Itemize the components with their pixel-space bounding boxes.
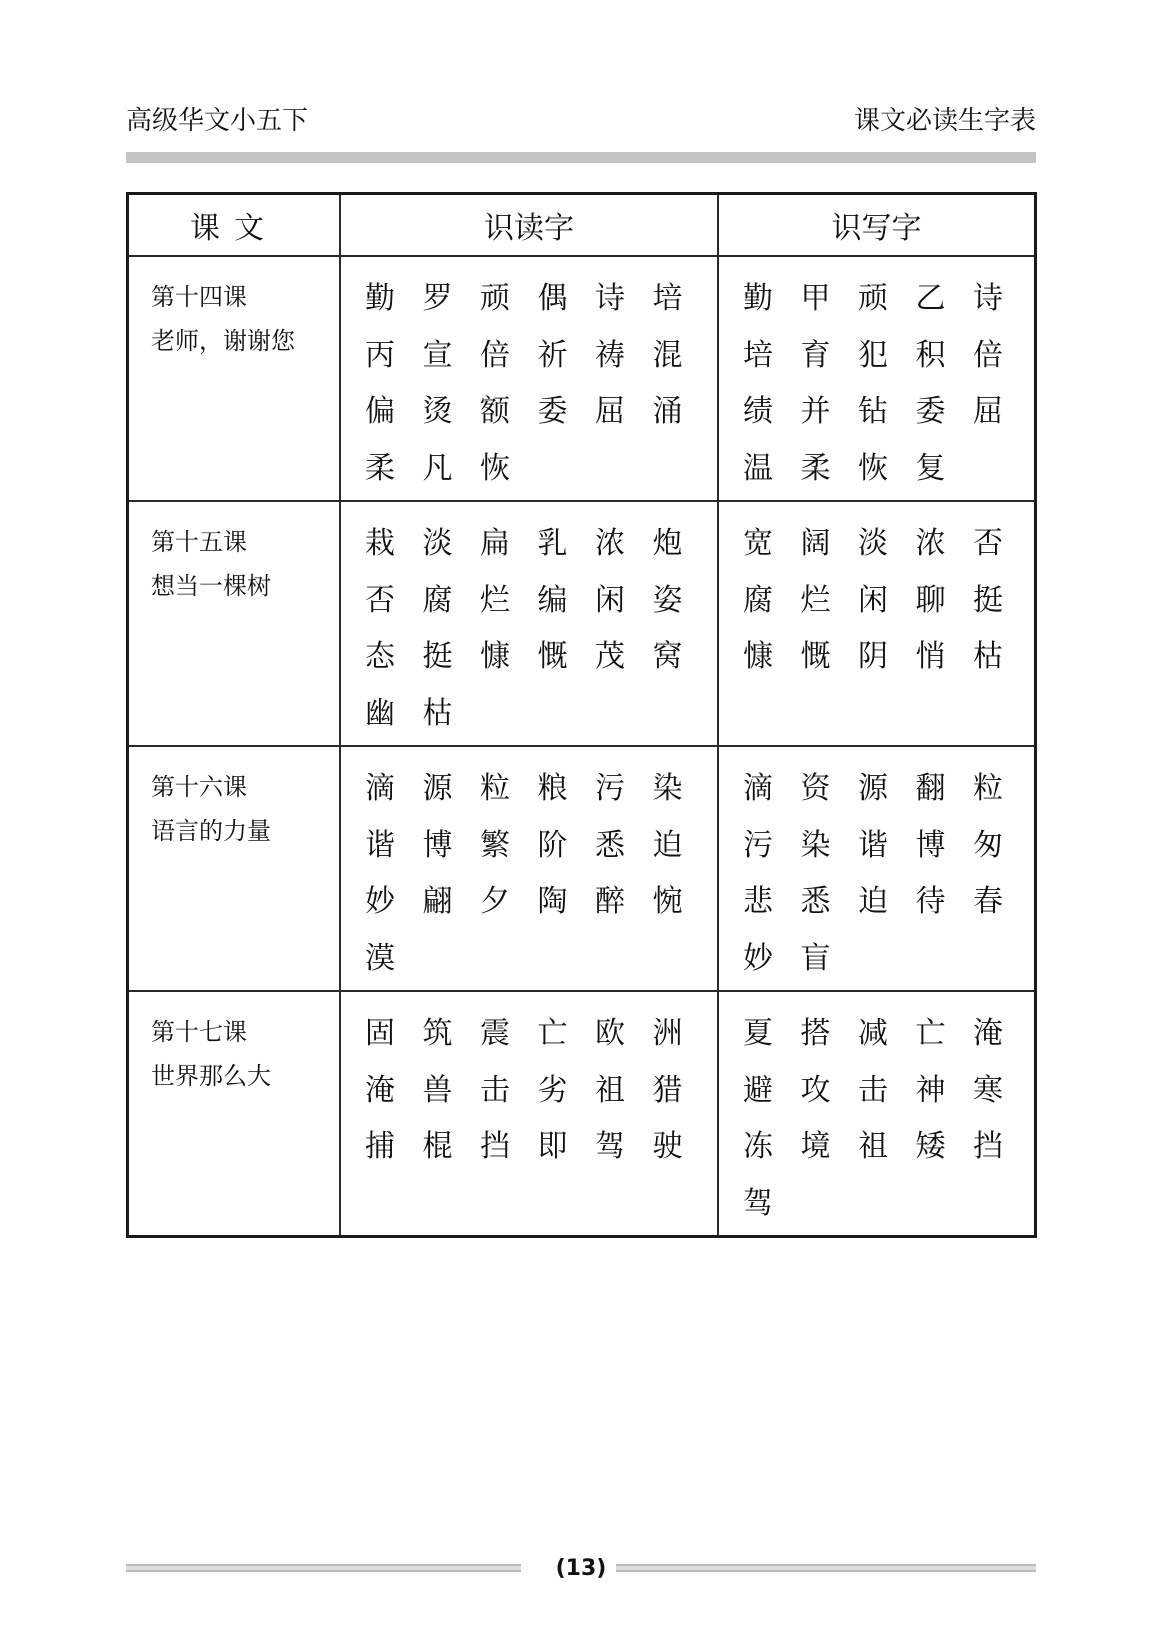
- write-char: 柔: [800, 450, 831, 486]
- write-char: 减: [858, 1016, 888, 1051]
- write-char: 妙: [743, 940, 773, 976]
- write-chars-cell: [718, 256, 1036, 501]
- book-title: 高级华文小五下: [126, 106, 309, 136]
- table-row: [128, 256, 1036, 501]
- read-char: 枯: [422, 695, 453, 731]
- column-header-lesson: 课文: [128, 194, 341, 257]
- read-char: 涌: [652, 394, 683, 429]
- write-char: 粒: [973, 771, 1003, 806]
- write-char: 宽: [743, 526, 773, 561]
- write-char: 并: [800, 394, 831, 429]
- read-char: 猎: [652, 1072, 683, 1108]
- write-char: 闲: [858, 582, 888, 618]
- write-char: 阴: [858, 639, 888, 674]
- write-char: 待: [915, 884, 946, 919]
- lesson-cell: [128, 256, 341, 501]
- write-char: 神: [915, 1072, 946, 1108]
- read-char: 倍: [480, 337, 510, 373]
- write-chars-cell: [718, 991, 1036, 1237]
- read-char: 滴: [365, 771, 395, 806]
- read-char: 偏: [365, 394, 395, 429]
- write-char: 温: [743, 450, 773, 486]
- read-char: 筑: [422, 1016, 453, 1051]
- character-table: [126, 192, 1037, 1238]
- read-char: 恢: [480, 450, 510, 486]
- write-char: 夏: [743, 1016, 773, 1051]
- column-header-read: 识读字: [340, 194, 718, 257]
- read-char: 惋: [652, 884, 683, 919]
- write-char: 慨: [800, 639, 831, 674]
- read-char: 陶: [537, 884, 568, 919]
- write-char: 翻: [915, 771, 946, 806]
- write-char: 境: [800, 1129, 831, 1164]
- read-char: 谐: [365, 827, 395, 863]
- write-char: 迫: [858, 884, 888, 919]
- write-char: 乙: [915, 281, 946, 316]
- read-char: 击: [480, 1072, 510, 1108]
- write-char: 挡: [973, 1129, 1003, 1164]
- write-char: 染: [800, 827, 831, 863]
- read-char: 偶: [537, 281, 568, 316]
- read-char: 罗: [422, 281, 453, 316]
- read-char: 欧: [595, 1016, 625, 1051]
- write-char: 屈: [973, 394, 1003, 429]
- write-char: 勤: [743, 281, 773, 316]
- write-char: 积: [915, 337, 946, 373]
- read-char: 祈: [537, 337, 568, 373]
- read-char: 丙: [365, 337, 395, 373]
- write-char: 浓: [915, 526, 946, 561]
- read-char: 炮: [652, 526, 683, 561]
- read-char: 乳: [537, 526, 568, 561]
- write-char: 寒: [973, 1072, 1003, 1108]
- read-char: 固: [365, 1016, 395, 1051]
- read-char: 闲: [595, 582, 625, 618]
- read-char: 兽: [422, 1072, 453, 1108]
- read-char: 翩: [422, 884, 453, 919]
- lesson-cell: [128, 991, 341, 1237]
- write-char: 绩: [743, 394, 773, 429]
- write-char: 慷: [743, 639, 773, 674]
- write-char: 烂: [800, 582, 831, 618]
- table-header-row: [128, 194, 1036, 257]
- read-char: 顽: [480, 281, 510, 316]
- write-char: 攻: [800, 1072, 831, 1108]
- read-char: 挺: [422, 639, 453, 674]
- write-char: 悲: [743, 884, 773, 919]
- read-char: 博: [422, 827, 453, 863]
- lesson-number: 第十五课: [151, 528, 247, 556]
- write-char: 搭: [800, 1016, 831, 1051]
- header-divider: [126, 152, 1036, 163]
- read-char: 勤: [365, 281, 395, 316]
- read-char: 凡: [422, 450, 453, 486]
- lesson-title: 老师，谢谢您: [151, 327, 295, 355]
- lesson-title: 世界那么大: [151, 1062, 271, 1090]
- read-char: 额: [480, 394, 510, 429]
- write-char: 谐: [858, 827, 888, 863]
- write-char: 矮: [915, 1129, 946, 1164]
- read-char: 屈: [595, 394, 625, 429]
- read-char: 即: [537, 1129, 568, 1164]
- write-char: 悄: [915, 639, 946, 674]
- write-char: 复: [915, 450, 946, 486]
- table-row: [128, 746, 1036, 991]
- read-char: 培: [652, 281, 683, 316]
- write-char: 钻: [858, 394, 888, 429]
- read-char: 慷: [480, 639, 510, 674]
- read-char: 茂: [595, 639, 625, 674]
- read-char: 洲: [652, 1016, 683, 1051]
- write-char: 甲: [800, 281, 831, 316]
- read-char: 驶: [652, 1129, 683, 1164]
- read-chars-cell: [340, 256, 718, 501]
- read-char: 栽: [365, 526, 395, 561]
- read-char: 宣: [422, 337, 453, 373]
- write-char: 委: [915, 394, 946, 429]
- write-char: 盲: [800, 940, 831, 976]
- read-char: 阶: [537, 827, 568, 863]
- lesson-cell: [128, 746, 341, 991]
- read-char: 醉: [595, 884, 625, 919]
- read-char: 繁: [480, 827, 510, 863]
- write-char: 阔: [800, 526, 831, 561]
- write-char: 博: [915, 827, 946, 863]
- write-char: 淹: [973, 1016, 1003, 1051]
- page-footer: [126, 1556, 1036, 1582]
- write-char: 滴: [743, 771, 773, 806]
- write-char: 否: [973, 526, 1003, 561]
- page-number: (13): [555, 1556, 607, 1581]
- read-char: 挡: [480, 1129, 510, 1164]
- write-char: 避: [743, 1072, 773, 1108]
- write-char: 挺: [973, 582, 1003, 618]
- write-char: 驾: [743, 1185, 773, 1221]
- read-char: 混: [652, 337, 683, 373]
- write-char: 春: [973, 884, 1003, 919]
- read-char: 姿: [652, 582, 683, 618]
- read-char: 否: [365, 582, 395, 618]
- write-char: 诗: [973, 281, 1003, 316]
- column-header-write: 识写字: [718, 194, 1036, 257]
- read-char: 夕: [480, 884, 510, 919]
- lesson-number: 第十四课: [151, 283, 247, 311]
- write-char: 悉: [800, 884, 831, 919]
- read-char: 源: [422, 771, 453, 806]
- read-char: 震: [480, 1016, 510, 1051]
- read-chars-cell: [340, 991, 718, 1237]
- lesson-cell: [128, 501, 341, 746]
- read-char: 幽: [365, 695, 395, 731]
- read-char: 编: [537, 582, 568, 618]
- write-char: 恢: [858, 450, 888, 486]
- write-char: 顽: [858, 281, 888, 316]
- write-char: 培: [743, 337, 773, 373]
- read-char: 棍: [422, 1129, 453, 1164]
- read-chars-cell: [340, 501, 718, 746]
- read-char: 染: [652, 771, 683, 806]
- read-char: 驾: [595, 1129, 625, 1164]
- read-char: 腐: [422, 582, 453, 618]
- write-char: 源: [858, 771, 888, 806]
- read-char: 粒: [480, 771, 510, 806]
- read-chars-cell: [340, 746, 718, 991]
- lesson-title: 想当一棵树: [151, 572, 271, 600]
- table-row: [128, 991, 1036, 1237]
- read-char: 淹: [365, 1072, 395, 1108]
- write-char: 育: [800, 337, 831, 373]
- write-char: 资: [800, 771, 831, 806]
- read-char: 祖: [595, 1072, 625, 1108]
- read-char: 捕: [365, 1129, 395, 1164]
- write-char: 倍: [973, 337, 1003, 373]
- read-char: 妙: [365, 884, 395, 919]
- read-char: 迫: [652, 827, 683, 863]
- write-char: 枯: [973, 639, 1003, 674]
- read-char: 委: [537, 394, 568, 429]
- lesson-number: 第十六课: [151, 773, 247, 801]
- write-char: 淡: [858, 526, 888, 561]
- write-char: 击: [858, 1072, 888, 1108]
- read-char: 浓: [595, 526, 625, 561]
- write-char: 腐: [743, 582, 773, 618]
- write-char: 污: [743, 827, 773, 863]
- table-row: [128, 501, 1036, 746]
- write-char: 亡: [915, 1016, 946, 1051]
- write-char: 犯: [858, 337, 888, 373]
- read-char: 漠: [365, 940, 395, 976]
- read-char: 淡: [422, 526, 453, 561]
- read-char: 祷: [595, 337, 625, 373]
- write-chars-cell: [718, 501, 1036, 746]
- read-char: 慨: [537, 639, 568, 674]
- write-char: 匆: [973, 827, 1003, 863]
- read-char: 扁: [480, 526, 510, 561]
- read-char: 窝: [652, 639, 683, 674]
- lesson-title: 语言的力量: [151, 817, 271, 845]
- write-chars-cell: [718, 746, 1036, 991]
- read-char: 烂: [480, 582, 510, 618]
- read-char: 亡: [537, 1016, 568, 1051]
- read-char: 粮: [537, 771, 568, 806]
- write-char: 祖: [858, 1129, 888, 1164]
- read-char: 污: [595, 771, 625, 806]
- lesson-number: 第十七课: [151, 1018, 247, 1046]
- read-char: 悉: [595, 827, 625, 863]
- section-title: 课文必读生字表: [853, 106, 1036, 136]
- read-char: 柔: [365, 450, 395, 486]
- read-char: 诗: [595, 281, 625, 316]
- write-char: 聊: [915, 582, 946, 618]
- write-char: 冻: [743, 1129, 773, 1164]
- read-char: 烫: [422, 394, 453, 429]
- read-char: 态: [365, 639, 395, 674]
- read-char: 劣: [537, 1072, 568, 1108]
